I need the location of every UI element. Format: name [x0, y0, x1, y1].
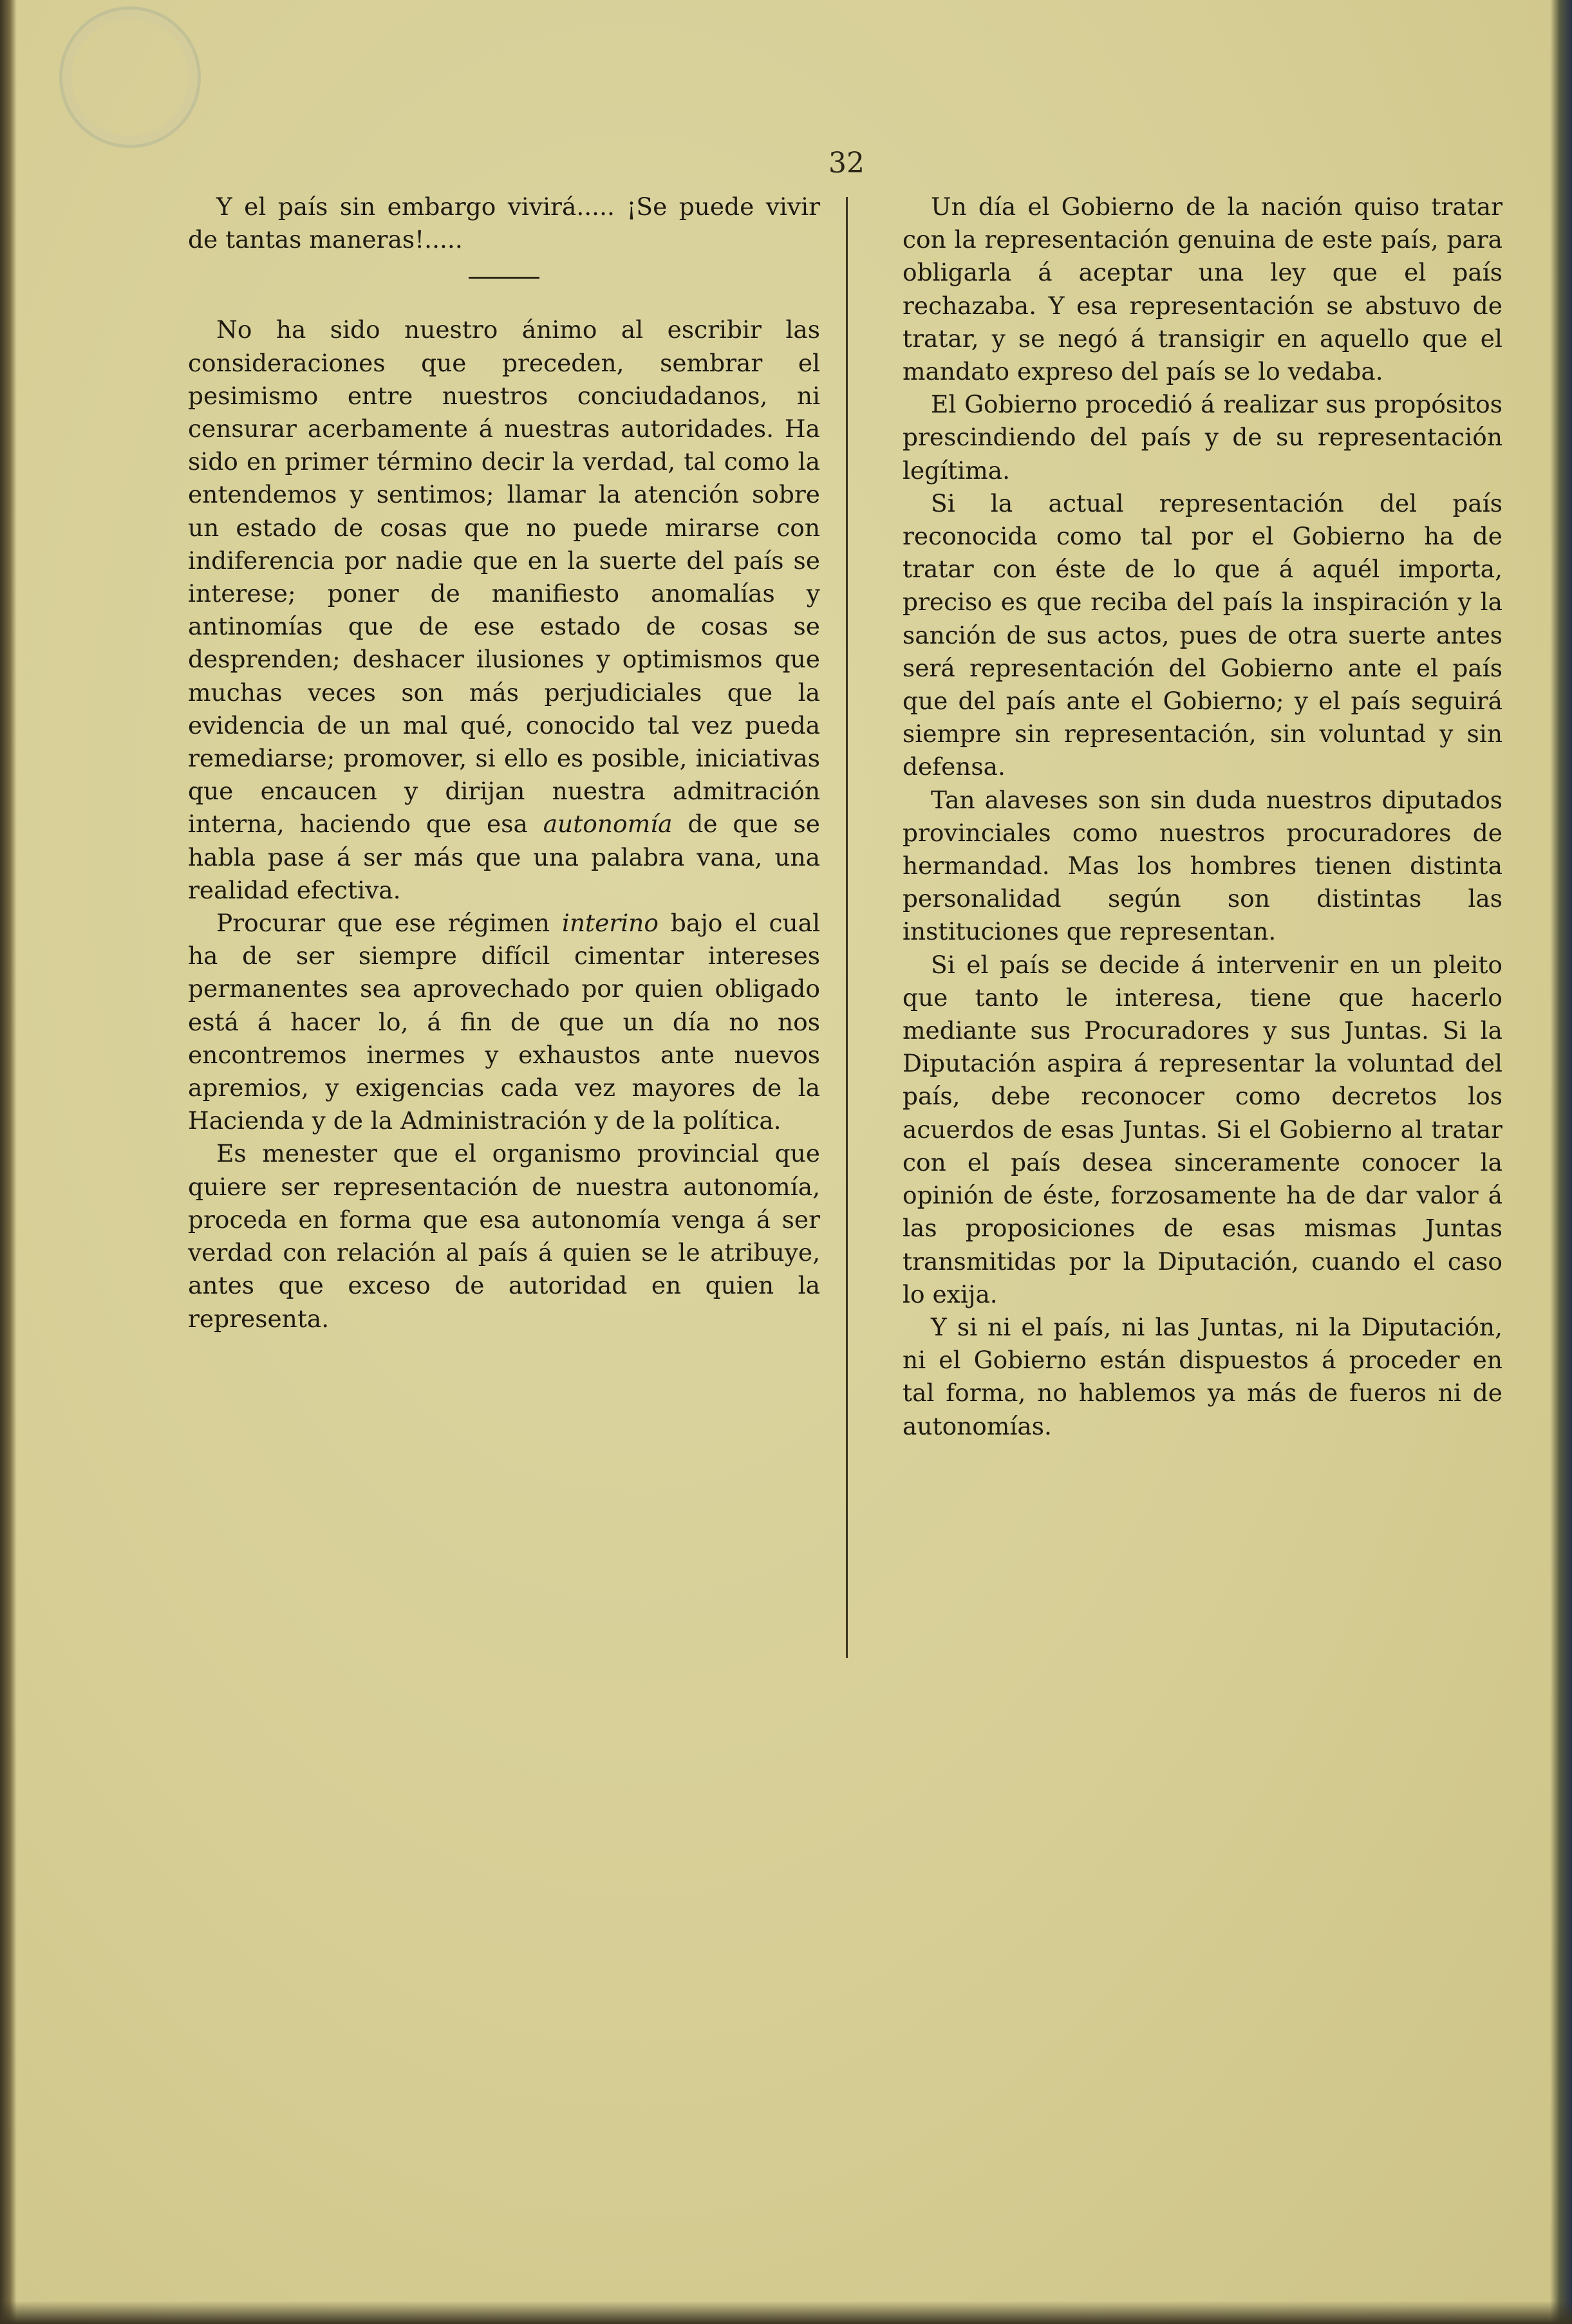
library-stamp-icon	[59, 6, 201, 148]
body-paragraph: Si el país se decide á intervenir en un pleito que tanto le interesa, tiene que hacerlo mediante sus Procuradores y sus Juntas. Si la Diputación aspira á representar la voluntad del país, debe reconocer como decretos los acuerdos de esas Juntas. Si el Gobierno al tratar con el país desea sinceramente conocer la opinión de éste, forzosamente ha de dar valor á las proposiciones de esas mismas Juntas transmitidas por la Diputación, cuando el caso lo exija.	[903, 950, 1502, 1308]
emphasized-word: interino	[561, 909, 659, 938]
body-paragraph: Un día el Gobierno de la nación quiso tratar con la representación genuina de este país, para obligarla á aceptar una ley que el país rechazaba. Y esa representación se abstuvo de tratar, y se negó á transigir en aquello que el mandato expreso del país se lo vedaba.	[903, 192, 1502, 386]
body-paragraph: Procurar que ese régimen interino bajo el cual ha de ser siempre difícil cimentar intereses permanentes sea aprovechado por quien obligado está á hacer lo, á fin de que un día no nos encontremos inermes y exhaustos ante nuevos apremios, y exigencias cada vez mayores de la Hacienda y de la Administración y de la política.	[188, 909, 820, 1135]
page-number: 32	[828, 147, 865, 180]
emphasized-word: autonomía	[543, 810, 673, 839]
right-column	[903, 191, 1502, 1443]
body-paragraph: Y si ni el país, ni las Juntas, ni la Diputación, ni el Gobierno están dispuestos á proceder en tal forma, no hablemos ya más de fueros ni de autonomías.	[903, 1312, 1502, 1440]
body-paragraph: Tan alaveses son sin duda nuestros diputados provinciales como nuestros procuradores de hermandad. Mas los hombres tienen distinta personalidad según son distintas las instituciones que representan.	[903, 785, 1502, 946]
section-rule	[469, 277, 539, 279]
page-edge-right	[1550, 0, 1572, 2324]
column-divider	[846, 197, 848, 1658]
body-paragraph: Si la actual representación del país reconocida como tal por el Gobierno ha de tratar con éste de lo que á aquél importa, preciso es que reciba del país la inspiración y la sanción de sus actos, pues de otra suerte antes será representación del Gobierno ante el país que del país ante el Gobierno; y el país seguirá siempre sin representación, sin voluntad y sin defensa.	[903, 488, 1502, 781]
opening-paragraph: Y el país sin embargo vivirá..... ¡Se puede vivir de tantas maneras!.....	[188, 192, 820, 254]
body-paragraph: El Gobierno procedió á realizar sus propósitos prescindiendo del país y de su representación legítima.	[903, 390, 1502, 485]
left-column	[188, 191, 820, 1335]
body-paragraph: No ha sido nuestro ánimo al escribir las consideraciones que preceden, sembrar el pesimismo entre nuestros conciudadanos, ni censurar acerbamente á nuestras autoridades. Ha sido en primer término decir la verdad, tal como la entendemos y sentimos; llamar la atención sobre un estado de cosas que no puede mirarse con indiferencia por nadie que en la suerte del país se interese; poner de manifiesto anomalías y antinomías que de ese estado de cosas se desprenden; deshacer ilusiones y optimismos que muchas veces son más perjudiciales que la evidencia de un mal qué, conocido tal vez pueda remediarse; promover, si ello es posible, iniciativas que encaucen y dirijan nuestra admitración interna, haciendo que esa autonomía de que se habla pase á ser más que una palabra vana, una realidad efectiva.	[188, 315, 820, 904]
body-paragraph: Es menester que el organismo provincial que quiere ser representación de nuestra autonomía, proceda en forma que esa autonomía venga á ser verdad con relación al país á quien se le atribuye, antes que exceso de autoridad en quien la representa.	[188, 1139, 820, 1333]
page-edge-left	[0, 0, 17, 2324]
page-edge-bottom	[0, 2301, 1572, 2324]
